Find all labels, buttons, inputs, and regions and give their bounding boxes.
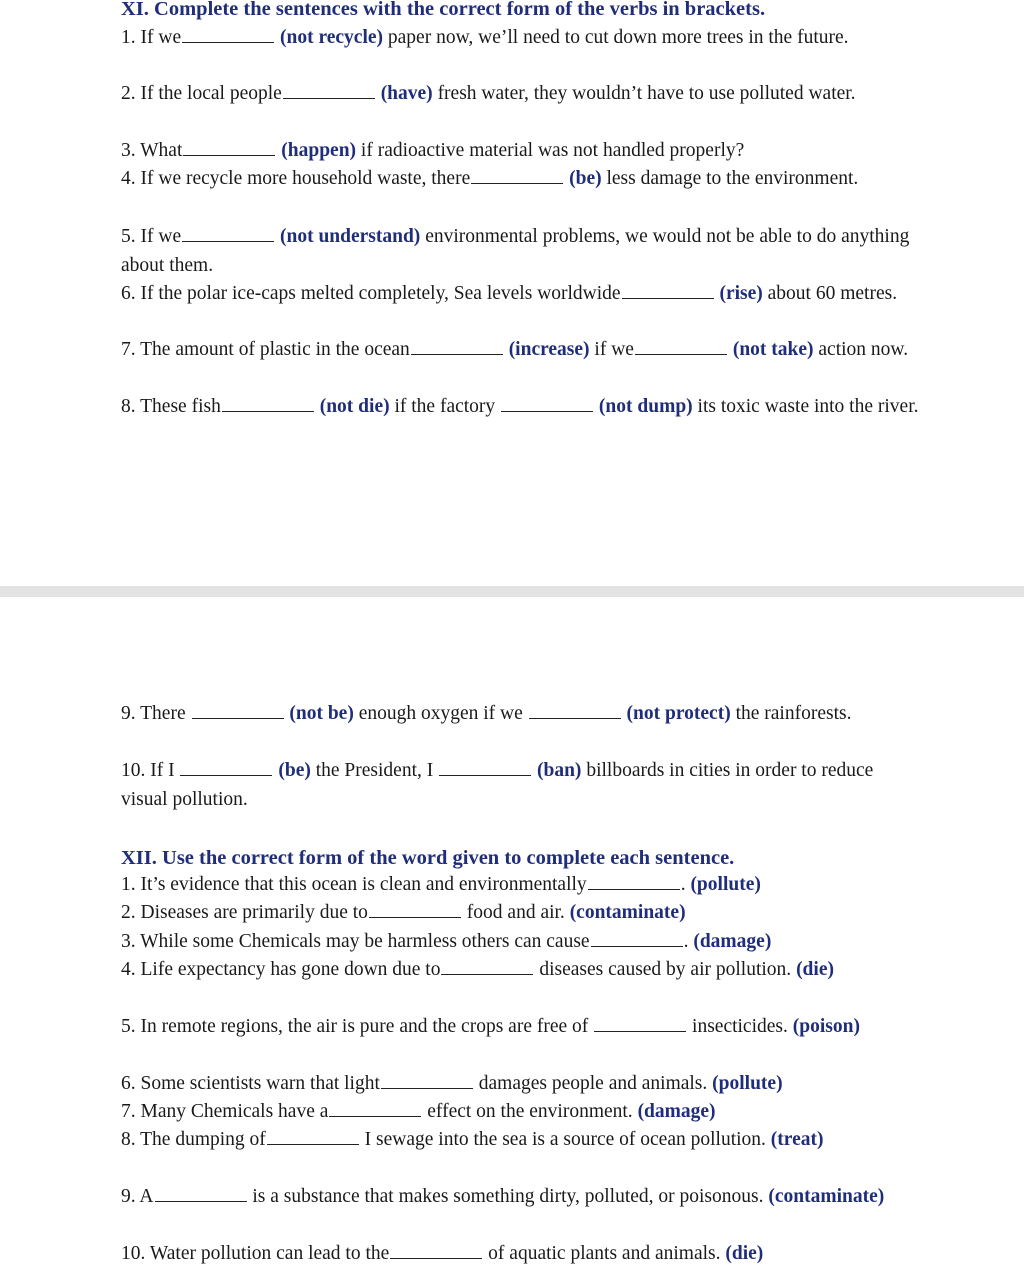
answer-blank[interactable] xyxy=(588,875,680,890)
answer-blank[interactable] xyxy=(635,340,727,355)
exercise-11-item-9: 9. There (not be) enough oxygen if we (not protect) the rainforests. xyxy=(121,703,852,724)
answer-blank[interactable] xyxy=(183,141,275,156)
answer-blank[interactable] xyxy=(222,397,314,412)
page-separator xyxy=(0,586,1024,597)
answer-blank[interactable] xyxy=(591,932,683,947)
answer-blank[interactable] xyxy=(180,761,272,776)
answer-blank[interactable] xyxy=(411,340,503,355)
exercise-12-item-9: 9. A is a substance that makes something dirty, polluted, or poisonous. (contaminate) xyxy=(121,1186,885,1207)
exercise-12-item-1: 1. It’s evidence that this ocean is clean and environmentally . (pollute) xyxy=(121,874,761,895)
exercise-11-item-4: 4. If we recycle more household waste, there (be) less damage to the environment. xyxy=(121,168,859,189)
answer-blank[interactable] xyxy=(439,761,531,776)
exercise-11-item-2: 2. If the local people (have) fresh water, they wouldn’t have to use polluted water. xyxy=(121,83,856,104)
answer-blank[interactable] xyxy=(390,1244,482,1259)
exercise-11-item-6: 6. If the polar ice-caps melted completely, Sea levels worldwide (rise) about 60 metres. xyxy=(121,283,898,304)
worksheet-page-2 xyxy=(0,597,1024,1280)
answer-blank[interactable] xyxy=(381,1074,473,1089)
answer-blank[interactable] xyxy=(155,1187,247,1202)
answer-blank[interactable] xyxy=(283,84,375,99)
answer-blank[interactable] xyxy=(594,1017,686,1032)
answer-blank[interactable] xyxy=(529,704,621,719)
exercise-11-item-3: 3. What (happen) if radioactive material was not handled properly? xyxy=(121,140,745,161)
answer-blank[interactable] xyxy=(182,28,274,43)
exercise-12-item-7: 7. Many Chemicals have a effect on the environment. (damage) xyxy=(121,1101,716,1122)
exercise-12-item-10: 10. Water pollution can lead to the of aquatic plants and animals. (die) xyxy=(121,1243,764,1264)
worksheet-page-1 xyxy=(0,0,1024,586)
exercise-11-item-5: 5. If we (not understand) environmental problems, we would not be able to do anything about them. xyxy=(121,226,910,276)
exercise-12-heading: XII. Use the correct form of the word given to complete each sentence. xyxy=(121,847,735,869)
exercise-11-item-8: 8. These fish (not die) if the factory (not dump) its toxic waste into the river. xyxy=(121,396,919,417)
exercise-12-item-2: 2. Diseases are primarily due to food and air. (contaminate) xyxy=(121,902,686,923)
answer-blank[interactable] xyxy=(471,169,563,184)
exercise-11-heading: XI. Complete the sentences with the correct form of the verbs in brackets. xyxy=(121,0,766,20)
exercise-12-item-5: 5. In remote regions, the air is pure and the crops are free of insecticides. (poison) xyxy=(121,1016,860,1037)
answer-blank[interactable] xyxy=(441,960,533,975)
answer-blank[interactable] xyxy=(369,903,461,918)
answer-blank[interactable] xyxy=(622,284,714,299)
exercise-12-item-4: 4. Life expectancy has gone down due to diseases caused by air pollution. (die) xyxy=(121,959,834,980)
answer-blank[interactable] xyxy=(267,1130,359,1145)
exercise-11-item-7: 7. The amount of plastic in the ocean (increase) if we (not take) action now. xyxy=(121,339,909,360)
exercise-11-item-10: 10. If I (be) the President, I (ban) billboards in cities in order to reduce visual pollution. xyxy=(121,760,874,810)
answer-blank[interactable] xyxy=(329,1102,421,1117)
exercise-12-item-6: 6. Some scientists warn that light damages people and animals. (pollute) xyxy=(121,1073,783,1094)
answer-blank[interactable] xyxy=(182,227,274,242)
exercise-12-item-3: 3. While some Chemicals may be harmless others can cause . (damage) xyxy=(121,931,772,952)
exercise-11-item-1: 1. If we (not recycle) paper now, we’ll need to cut down more trees in the future. xyxy=(121,27,849,48)
answer-blank[interactable] xyxy=(192,704,284,719)
exercise-12-item-8: 8. The dumping of I sewage into the sea is a source of ocean pollution. (treat) xyxy=(121,1129,824,1150)
answer-blank[interactable] xyxy=(501,397,593,412)
